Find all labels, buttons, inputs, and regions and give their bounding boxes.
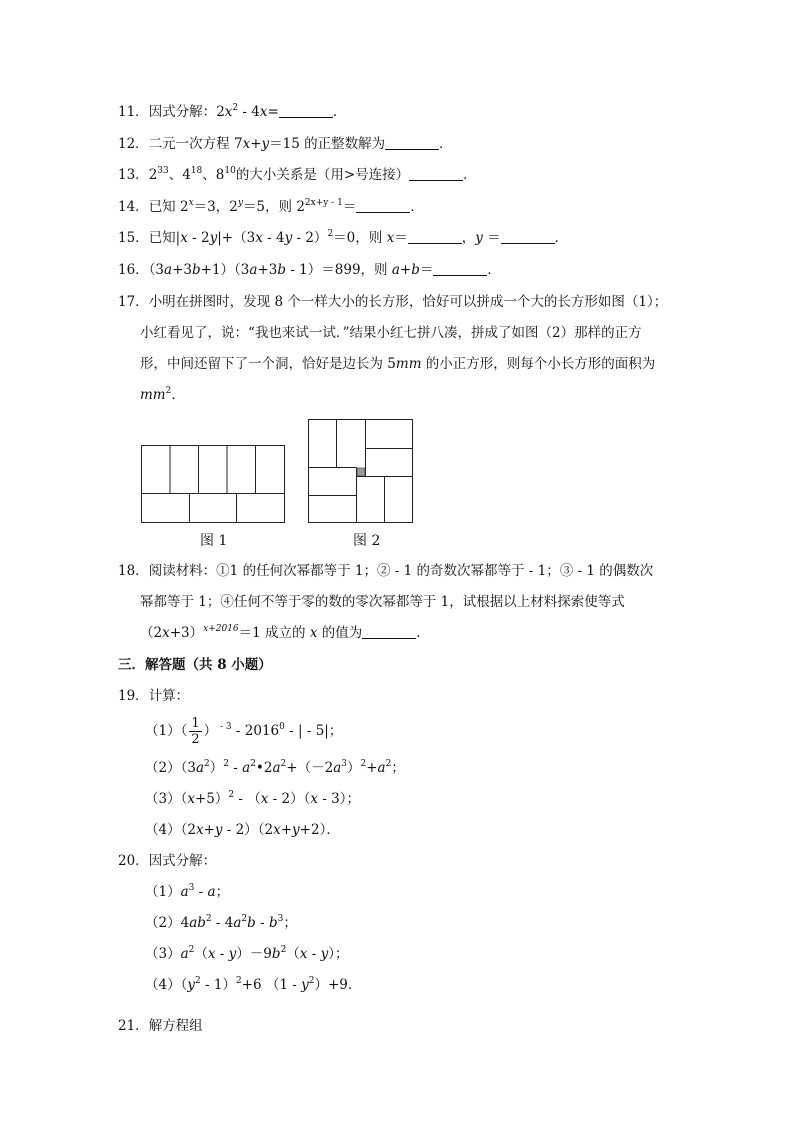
question-14: 14．已知 $2^x=3$，$2^y=5$，则 $2^{2x+y - 1}=$ ．	[118, 198, 424, 215]
question-19-part-3: $(3)(x+5)^2 - (x - 2)(x - 3)$；	[145, 790, 360, 807]
answer-blank	[433, 263, 487, 276]
answer-blank	[279, 105, 333, 118]
question-20-title: 20．因式分解：	[118, 853, 217, 869]
question-18-line1: 18．阅读材料：①1 的任何次幂都等于 1；② - 1 的奇数次幂都等于 - 1；③ - 1 的偶数次	[118, 563, 654, 579]
answer-blank-y	[501, 231, 555, 244]
answer-blank	[409, 168, 463, 181]
fraction-one-half: $\frac{1}{2}$	[191, 716, 200, 747]
fig1-outer	[142, 446, 285, 523]
question-15: 15．已知|x - 2y|+（3x - 4y - 2）$^2$＝0，则 x＝ ，y ＝ ．	[118, 229, 569, 246]
question-16: 16．（3a+3b+1）（3a+3b - 1）＝899，则 a+b＝ ．	[118, 262, 501, 278]
question-20-part-3: $(3)a^2(x - y)-9b^2(x - y)$；	[145, 945, 349, 962]
question-20-part-2: $(2)4ab^2 - 4a^2b - b^3$；	[145, 914, 297, 931]
question-18-line2: 幂都等于 1；④任何不等于零的数的零次幂都等于 1，试根据以上材料探索使等式	[140, 594, 625, 610]
question-21-title: 21．解方程组	[118, 1018, 203, 1034]
question-20-part-4: $(4)(y^2 - 1)^2+6$ $(1 - y^2)+9$．	[145, 976, 362, 993]
question-19-part-1: （1）（ $\frac{1}{2}$ ） $^{- 3}$ - 2016$^0$ - | - 5|；	[145, 716, 343, 747]
figure-2-caption: 图 2	[353, 533, 381, 549]
question-17-line3: 形，中间还留下了一个洞，恰好是边长为 5mm 的小正方形，则每个小长方形的面积为	[140, 356, 656, 372]
answer-blank	[362, 626, 416, 639]
answer-blank-x	[408, 231, 462, 244]
answer-blank	[356, 200, 410, 213]
question-13: 13．$2^{33}$、$4^{18}$、$8^{10}$的大小关系是（用>号连接） ．	[118, 166, 477, 183]
figure-2-square-puzzle	[306, 417, 416, 525]
question-18-line3: $(2x+3)^{x+2016}=1$ 成立的 x 的值为 ．	[140, 624, 430, 641]
fig2-hole	[357, 468, 365, 476]
figure-1-caption: 图 1	[200, 533, 228, 549]
question-12: 12．二元一次方程 7x+y＝15 的正整数解为 ．	[118, 136, 453, 152]
question-17-line1: 17．小明在拼图时，发现 8 个一样大小的长方形，恰好可以拼成一个大的长方形如图（1）；	[118, 294, 668, 310]
question-11: 11．因式分解：$2x^2 - 4x=$ ．	[118, 103, 347, 120]
answer-blank	[385, 137, 439, 150]
question-19-part-4: （4）（2x+y - 2）（2x+y+2）．	[145, 822, 340, 838]
question-19-title: 19．计算：	[118, 688, 190, 704]
question-17-line2: 小红看见了，说：“我也来试一试．”结果小红七拼八凑，拼成了如图（2）那样的正方	[140, 325, 642, 341]
question-20-part-1: $(1)a^3$ - a；	[145, 883, 230, 900]
question-17-line4: $mm^2$．	[140, 386, 185, 403]
section-3-heading: 三．解答题（共 8 小题）	[118, 657, 272, 673]
question-19-part-2: $(2)(3a^2)^2$ - $a^2•2a^2+(-2a^3)^2+a^2$；	[145, 759, 405, 776]
figure-1-rectangle-puzzle	[139, 443, 287, 525]
